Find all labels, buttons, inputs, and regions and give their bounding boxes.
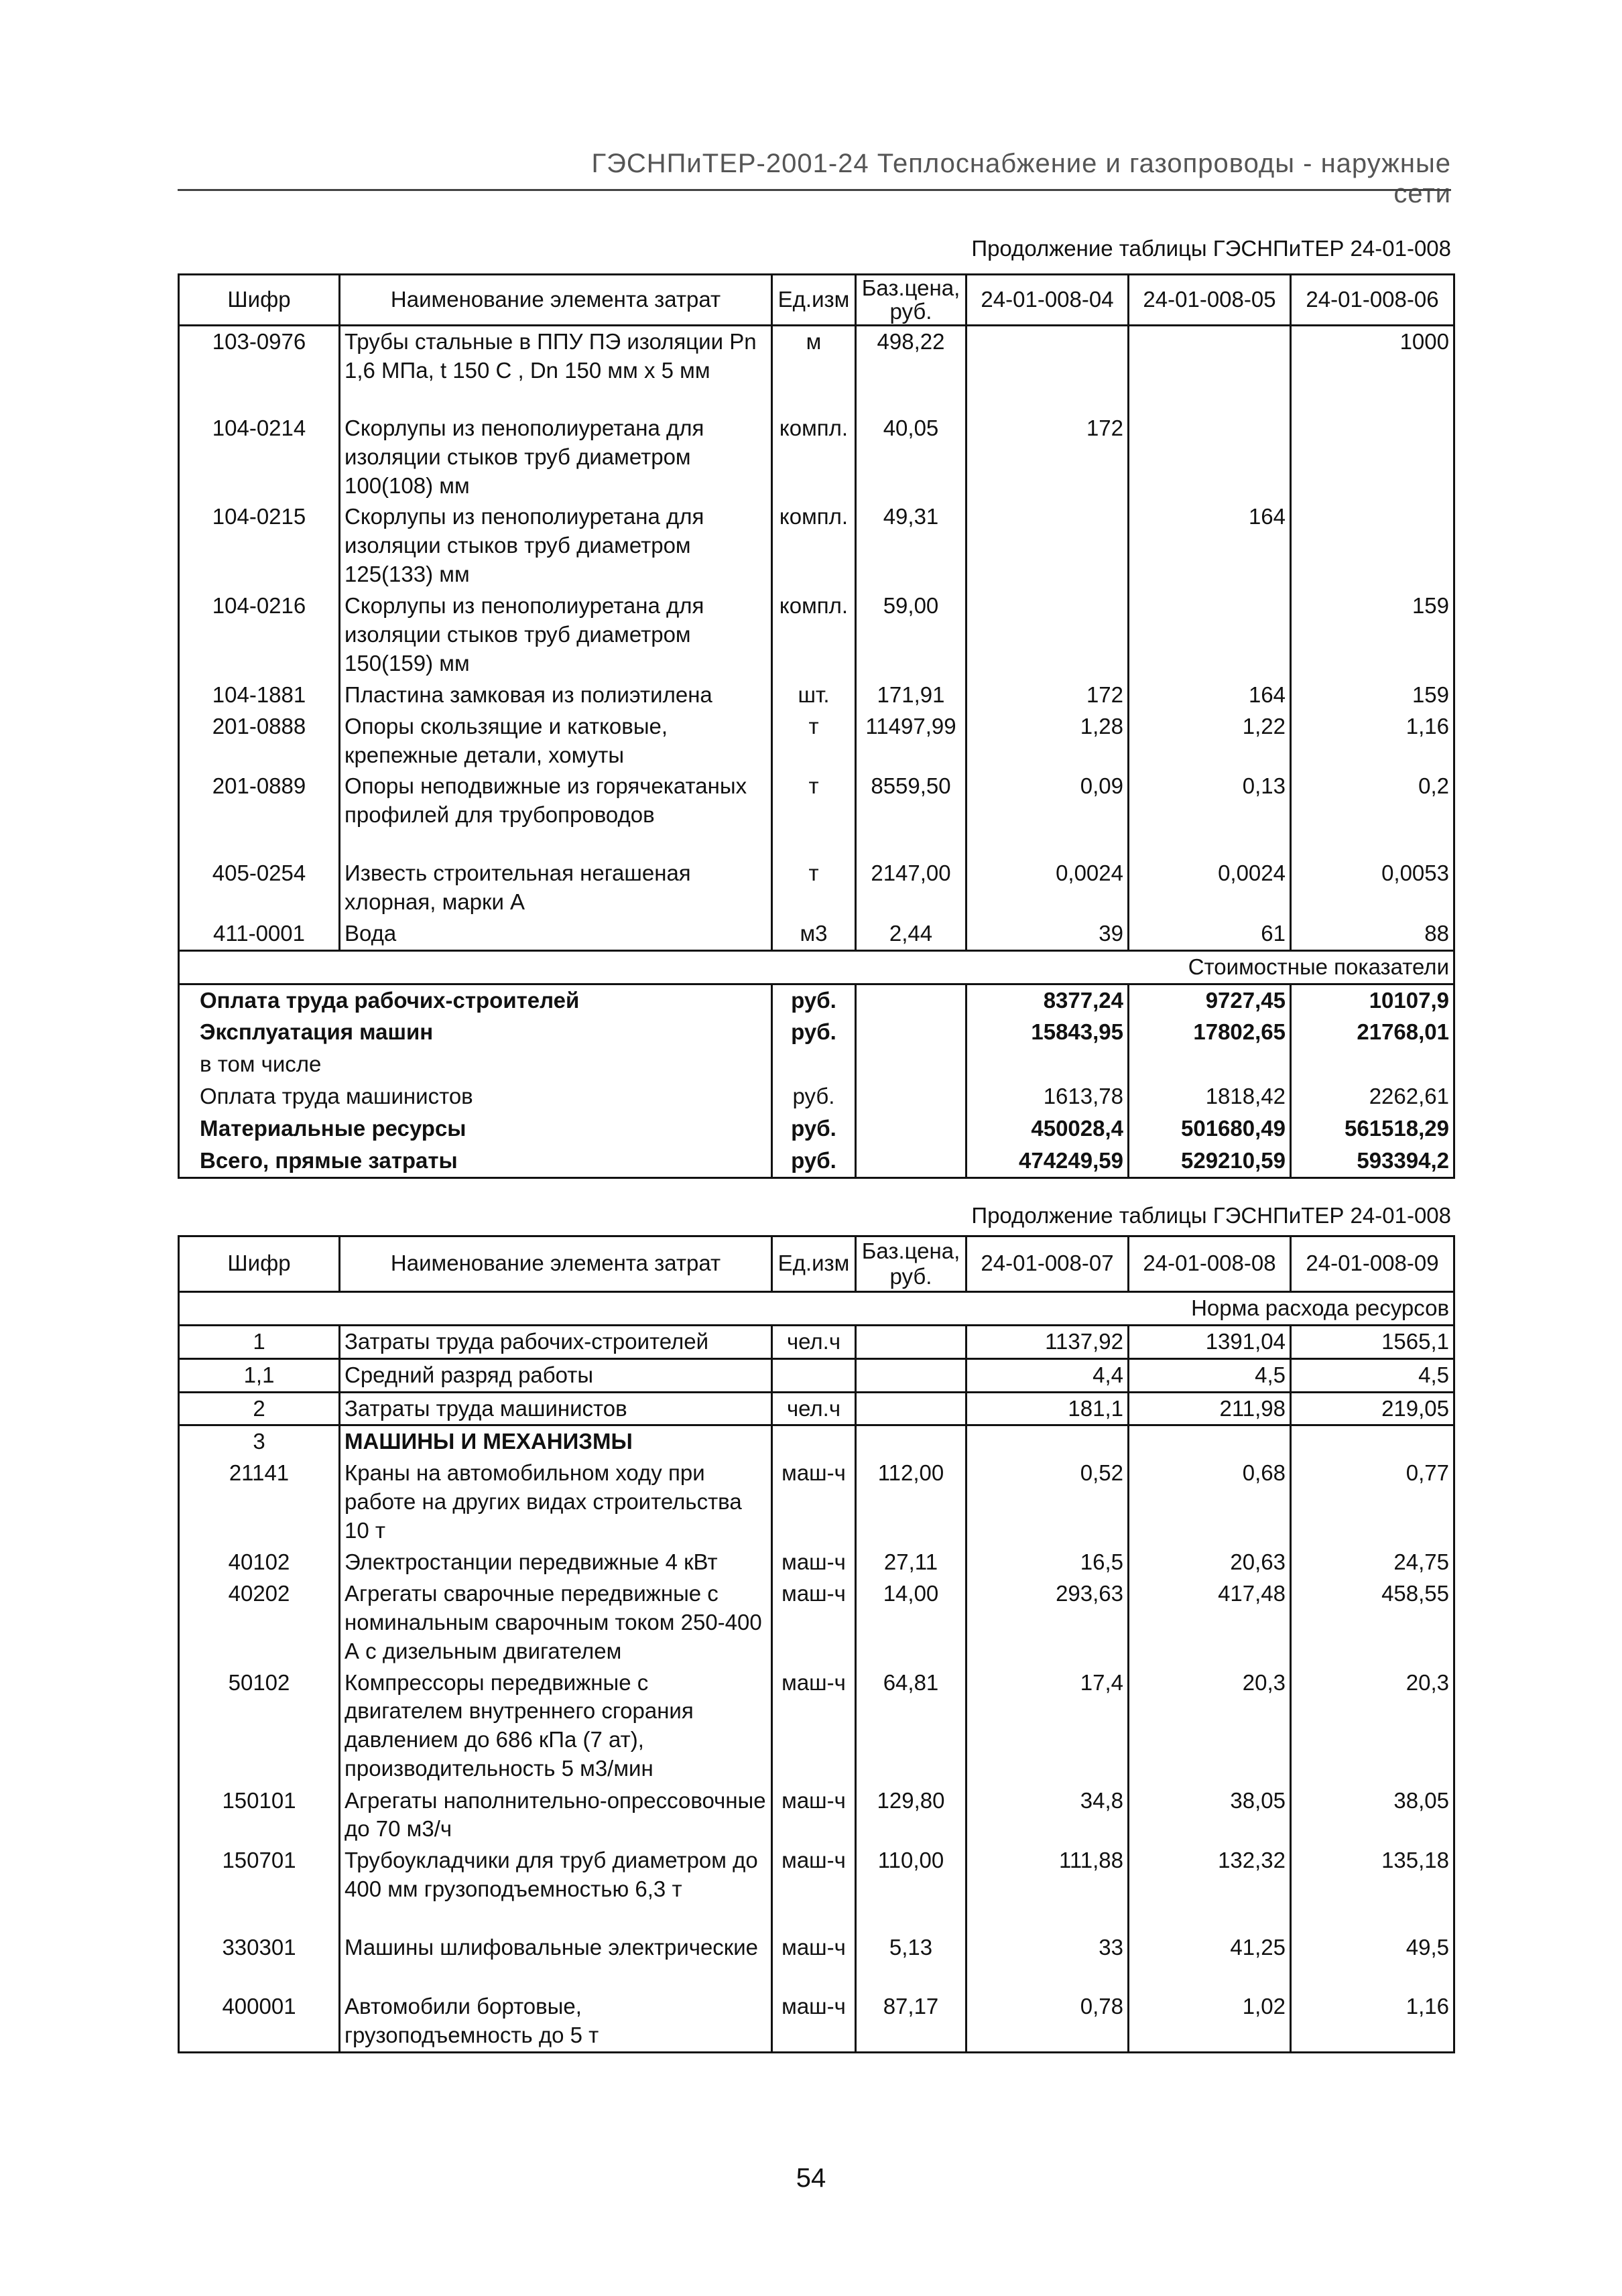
col-price: Баз.цена, руб. <box>856 275 966 326</box>
resource-unit: м3 <box>772 918 856 950</box>
resource-unit: маш-ч <box>772 1458 856 1547</box>
col-norm-2: 24-01-008-05 <box>1129 275 1291 326</box>
col-code: Шифр <box>179 1236 340 1292</box>
resource-code: 201-0889 <box>179 771 340 858</box>
norm-value-2: 20,3 <box>1129 1667 1291 1785</box>
norm-value-1: 172 <box>966 413 1129 502</box>
resource-unit: компл. <box>772 501 856 590</box>
resource-unit: м <box>772 326 856 413</box>
norm-value-1 <box>966 501 1129 590</box>
base-price <box>856 1392 966 1425</box>
table-row <box>179 858 1454 918</box>
summary-unit <box>772 1049 856 1081</box>
resource-name: Агрегаты сварочные передвижные с номинальным сварочным током 250-400 А с дизельным двигателем <box>340 1578 772 1667</box>
norm-value-3 <box>1291 413 1454 502</box>
norm-value-2: 0,13 <box>1129 771 1291 858</box>
table-row <box>179 590 1454 680</box>
summary-unit: руб. <box>772 1145 856 1177</box>
col-name: Наименование элемента затрат <box>340 275 772 326</box>
resource-code: 405-0254 <box>179 858 340 918</box>
resource-name: Электростанции передвижные 4 кВт <box>340 1547 772 1578</box>
norm-value-3: 0,0053 <box>1291 858 1454 918</box>
summary-value-1: 474249,59 <box>966 1145 1129 1177</box>
norm-value-3: 0,2 <box>1291 771 1454 858</box>
resource-code: 3 <box>179 1425 340 1458</box>
col-norm-3: 24-01-008-09 <box>1291 1236 1454 1292</box>
norm-value-1 <box>966 326 1129 413</box>
summary-row <box>179 1017 1454 1049</box>
norm-value-1: 16,5 <box>966 1547 1129 1578</box>
base-price: 2147,00 <box>856 858 966 918</box>
table-row <box>179 680 1454 711</box>
summary-price-empty <box>856 1081 966 1113</box>
resource-code: 40102 <box>179 1547 340 1578</box>
summary-unit: руб. <box>772 1113 856 1145</box>
base-price: 40,05 <box>856 413 966 502</box>
resource-code: 50102 <box>179 1667 340 1785</box>
resource-unit: маш-ч <box>772 1845 856 1932</box>
norm-value-2: 0,0024 <box>1129 858 1291 918</box>
summary-row <box>179 1081 1454 1113</box>
col-unit: Ед.изм <box>772 1236 856 1292</box>
table-row <box>179 501 1454 590</box>
norm-value-3: 38,05 <box>1291 1785 1454 1846</box>
table-row <box>179 1458 1454 1547</box>
base-price <box>856 1325 966 1358</box>
resource-name: Известь строительная негашеная хлорная, марки А <box>340 858 772 918</box>
resource-name: Средний разряд работы <box>340 1358 772 1392</box>
summary-label: Оплата труда машинистов <box>179 1081 772 1113</box>
norm-value-2: 38,05 <box>1129 1785 1291 1846</box>
base-price: 129,80 <box>856 1785 966 1846</box>
summary-value-2: 17802,65 <box>1129 1017 1291 1049</box>
resource-unit: компл. <box>772 413 856 502</box>
base-price: 110,00 <box>856 1845 966 1932</box>
norm-value-1 <box>966 590 1129 680</box>
base-price: 2,44 <box>856 918 966 950</box>
base-price: 59,00 <box>856 590 966 680</box>
summary-label: Оплата труда рабочих-строителей <box>179 984 772 1017</box>
summary-value-3: 10107,9 <box>1291 984 1454 1017</box>
norm-value-2: 132,32 <box>1129 1845 1291 1932</box>
norm-value-3: 219,05 <box>1291 1392 1454 1425</box>
summary-value-2 <box>1129 1049 1291 1081</box>
norm-value-3 <box>1291 1425 1454 1458</box>
resource-code: 103-0976 <box>179 326 340 413</box>
norm-value-2: 1391,04 <box>1129 1325 1291 1358</box>
resource-name: Пластина замковая из полиэтилена <box>340 680 772 711</box>
resource-code: 1,1 <box>179 1358 340 1392</box>
resource-name: Затраты труда машинистов <box>340 1392 772 1425</box>
col-norm-1: 24-01-008-04 <box>966 275 1129 326</box>
norm-value-3: 1,16 <box>1291 1991 1454 2052</box>
summary-price-empty <box>856 1145 966 1177</box>
norm-value-1: 1137,92 <box>966 1325 1129 1358</box>
norm-value-3: 159 <box>1291 590 1454 680</box>
norm-value-3: 20,3 <box>1291 1667 1454 1785</box>
summary-label: Материальные ресурсы <box>179 1113 772 1145</box>
resource-code: 150101 <box>179 1785 340 1846</box>
summary-value-3: 593394,2 <box>1291 1145 1454 1177</box>
norm-value-1: 17,4 <box>966 1667 1129 1785</box>
resource-name: Агрегаты наполнительно-опрессовочные до 70 м3/ч <box>340 1785 772 1846</box>
table-row <box>179 1785 1454 1846</box>
resource-name: Вода <box>340 918 772 950</box>
norm-value-2: 1,22 <box>1129 711 1291 771</box>
table-row <box>179 1667 1454 1785</box>
base-price: 64,81 <box>856 1667 966 1785</box>
resource-code: 400001 <box>179 1991 340 2052</box>
col-norm-2: 24-01-008-08 <box>1129 1236 1291 1292</box>
table-row <box>179 711 1454 771</box>
summary-unit: руб. <box>772 984 856 1017</box>
resource-unit <box>772 1425 856 1458</box>
norm-value-3: 24,75 <box>1291 1547 1454 1578</box>
base-price <box>856 1358 966 1392</box>
resource-code: 104-0216 <box>179 590 340 680</box>
base-price: 49,31 <box>856 501 966 590</box>
table-row <box>179 1325 1454 1358</box>
table-row <box>179 1578 1454 1667</box>
norm-value-3: 1565,1 <box>1291 1325 1454 1358</box>
summary-value-1: 1613,78 <box>966 1081 1129 1113</box>
resource-name: Компрессоры передвижные с двигателем внутреннего сгорания давлением до 686 кПа (7 ат), производительность 5 м3/мин <box>340 1667 772 1785</box>
resource-unit: чел.ч <box>772 1325 856 1358</box>
table-row <box>179 1425 1454 1458</box>
norm-value-2 <box>1129 326 1291 413</box>
norm-value-1: 111,88 <box>966 1845 1129 1932</box>
table-row <box>179 1991 1454 2052</box>
resource-code: 40202 <box>179 1578 340 1667</box>
col-code: Шифр <box>179 275 340 326</box>
col-unit: Ед.изм <box>772 275 856 326</box>
norm-value-3: 49,5 <box>1291 1932 1454 1991</box>
resource-name: Скорлупы из пенополиуретана для изоляции стыков труб диаметром 100(108) мм <box>340 413 772 502</box>
norm-value-1: 4,4 <box>966 1358 1129 1392</box>
norm-label: Норма расхода ресурсов <box>179 1291 1454 1325</box>
summary-value-2: 501680,49 <box>1129 1113 1291 1145</box>
summary-value-2: 9727,45 <box>1129 984 1291 1017</box>
norm-value-1: 0,09 <box>966 771 1129 858</box>
summary-value-3: 21768,01 <box>1291 1017 1454 1049</box>
summary-unit: руб. <box>772 1017 856 1049</box>
summary-price-empty <box>856 984 966 1017</box>
norm-value-2: 1,02 <box>1129 1991 1291 2052</box>
resource-code: 201-0888 <box>179 711 340 771</box>
norm-value-2: 211,98 <box>1129 1392 1291 1425</box>
summary-value-1 <box>966 1049 1129 1081</box>
norm-value-1: 172 <box>966 680 1129 711</box>
resource-code: 2 <box>179 1392 340 1425</box>
table-row <box>179 771 1454 858</box>
base-price: 11497,99 <box>856 711 966 771</box>
header-rule <box>178 189 1451 191</box>
summary-value-3: 2262,61 <box>1291 1081 1454 1113</box>
resource-unit: т <box>772 771 856 858</box>
summary-price-empty <box>856 1113 966 1145</box>
summary-value-1: 450028,4 <box>966 1113 1129 1145</box>
summary-row <box>179 1145 1454 1177</box>
resource-table-2 <box>178 1235 1455 2053</box>
col-norm-1: 24-01-008-07 <box>966 1236 1129 1292</box>
resource-unit: маш-ч <box>772 1785 856 1846</box>
resource-code: 1 <box>179 1325 340 1358</box>
norm-value-1: 181,1 <box>966 1392 1129 1425</box>
resource-unit: маш-ч <box>772 1932 856 1991</box>
section-row <box>179 951 1454 984</box>
norm-value-2: 164 <box>1129 501 1291 590</box>
summary-value-2: 1818,42 <box>1129 1081 1291 1113</box>
resource-name: Скорлупы из пенополиуретана для изоляции стыков труб диаметром 125(133) мм <box>340 501 772 590</box>
resource-name: Трубоукладчики для труб диаметром до 400 мм грузоподъемностью 6,3 т <box>340 1845 772 1932</box>
norm-value-1: 1,28 <box>966 711 1129 771</box>
resource-table-1 <box>178 273 1455 1179</box>
resource-name: Краны на автомобильном ходу при работе на других видах строительства 10 т <box>340 1458 772 1547</box>
table-row <box>179 1932 1454 1991</box>
norm-value-2: 41,25 <box>1129 1932 1291 1991</box>
resource-name: Трубы стальные в ППУ ПЭ изоляции Pn 1,6 МПа, t 150 С , Dn 150 мм х 5 мм <box>340 326 772 413</box>
resource-unit: шт. <box>772 680 856 711</box>
norm-value-1: 0,0024 <box>966 858 1129 918</box>
norm-value-2: 4,5 <box>1129 1358 1291 1392</box>
table1-caption: Продолжение таблицы ГЭСНПиТЕР 24-01-008 <box>971 236 1451 261</box>
base-price: 498,22 <box>856 326 966 413</box>
col-name: Наименование элемента затрат <box>340 1236 772 1292</box>
norm-header-row <box>179 1291 1454 1325</box>
table-row <box>179 413 1454 502</box>
resource-name: Скорлупы из пенополиуретана для изоляции стыков труб диаметром 150(159) мм <box>340 590 772 680</box>
base-price: 87,17 <box>856 1991 966 2052</box>
resource-name: Машины шлифовальные электрические <box>340 1932 772 1991</box>
norm-value-3: 88 <box>1291 918 1454 950</box>
norm-value-3: 0,77 <box>1291 1458 1454 1547</box>
resource-code: 104-0215 <box>179 501 340 590</box>
summary-unit: руб. <box>772 1081 856 1113</box>
norm-value-2: 417,48 <box>1129 1578 1291 1667</box>
table-row <box>179 1358 1454 1392</box>
table-row <box>179 1392 1454 1425</box>
col-norm-3: 24-01-008-06 <box>1291 275 1454 326</box>
norm-value-2: 61 <box>1129 918 1291 950</box>
resource-name: Опоры неподвижные из горячекатаных профилей для трубопроводов <box>340 771 772 858</box>
resource-name: МАШИНЫ И МЕХАНИЗМЫ <box>340 1425 772 1458</box>
base-price <box>856 1425 966 1458</box>
norm-value-2 <box>1129 590 1291 680</box>
base-price: 14,00 <box>856 1578 966 1667</box>
resource-code: 411-0001 <box>179 918 340 950</box>
summary-price-empty <box>856 1049 966 1081</box>
resource-unit: маш-ч <box>772 1578 856 1667</box>
norm-value-1: 39 <box>966 918 1129 950</box>
norm-value-1: 34,8 <box>966 1785 1129 1846</box>
table-row <box>179 918 1454 950</box>
summary-label: Всего, прямые затраты <box>179 1145 772 1177</box>
summary-row <box>179 1113 1454 1145</box>
resource-unit <box>772 1358 856 1392</box>
norm-value-2: 164 <box>1129 680 1291 711</box>
norm-value-3: 4,5 <box>1291 1358 1454 1392</box>
section-label: Стоимостные показатели <box>179 951 1454 984</box>
norm-value-3: 1,16 <box>1291 711 1454 771</box>
base-price: 171,91 <box>856 680 966 711</box>
resource-unit: т <box>772 858 856 918</box>
base-price: 8559,50 <box>856 771 966 858</box>
page-number: 54 <box>796 2163 826 2193</box>
norm-value-1: 0,52 <box>966 1458 1129 1547</box>
summary-value-1: 8377,24 <box>966 984 1129 1017</box>
summary-value-2: 529210,59 <box>1129 1145 1291 1177</box>
norm-value-1 <box>966 1425 1129 1458</box>
summary-value-3 <box>1291 1049 1454 1081</box>
summary-row <box>179 984 1454 1017</box>
resource-unit: чел.ч <box>772 1392 856 1425</box>
summary-value-1: 15843,95 <box>966 1017 1129 1049</box>
summary-price-empty <box>856 1017 966 1049</box>
resource-unit: маш-ч <box>772 1547 856 1578</box>
resource-name: Автомобили бортовые, грузоподъемность до 5 т <box>340 1991 772 2052</box>
norm-value-2: 20,63 <box>1129 1547 1291 1578</box>
table-row <box>179 326 1454 413</box>
norm-value-3: 1000 <box>1291 326 1454 413</box>
norm-value-2: 0,68 <box>1129 1458 1291 1547</box>
resource-code: 104-1881 <box>179 680 340 711</box>
summary-label: в том числе <box>179 1049 772 1081</box>
summary-label: Эксплуатация машин <box>179 1017 772 1049</box>
resource-unit: маш-ч <box>772 1991 856 2052</box>
summary-row <box>179 1049 1454 1081</box>
base-price: 5,13 <box>856 1932 966 1991</box>
resource-code: 330301 <box>179 1932 340 1991</box>
table-row <box>179 1547 1454 1578</box>
resource-name: Опоры скользящие и катковые, крепежные детали, хомуты <box>340 711 772 771</box>
resource-unit: маш-ч <box>772 1667 856 1785</box>
norm-value-1: 0,78 <box>966 1991 1129 2052</box>
norm-value-1: 293,63 <box>966 1578 1129 1667</box>
norm-value-2 <box>1129 413 1291 502</box>
norm-value-3 <box>1291 501 1454 590</box>
resource-code: 150701 <box>179 1845 340 1932</box>
col-price: Баз.цена, руб. <box>856 1236 966 1292</box>
norm-value-3: 159 <box>1291 680 1454 711</box>
table-row <box>179 1845 1454 1932</box>
resource-code: 21141 <box>179 1458 340 1547</box>
norm-value-3: 458,55 <box>1291 1578 1454 1667</box>
norm-value-3: 135,18 <box>1291 1845 1454 1932</box>
resource-unit: т <box>772 711 856 771</box>
resource-name: Затраты труда рабочих-строителей <box>340 1325 772 1358</box>
norm-value-1: 33 <box>966 1932 1129 1991</box>
running-title: ГЭСНПиТЕР-2001-24 Теплоснабжение и газопроводы - наружные сети <box>591 149 1451 208</box>
summary-value-3: 561518,29 <box>1291 1113 1454 1145</box>
base-price: 27,11 <box>856 1547 966 1578</box>
norm-value-2 <box>1129 1425 1291 1458</box>
resource-code: 104-0214 <box>179 413 340 502</box>
base-price: 112,00 <box>856 1458 966 1547</box>
table2-caption: Продолжение таблицы ГЭСНПиТЕР 24-01-008 <box>971 1203 1451 1228</box>
resource-unit: компл. <box>772 590 856 680</box>
